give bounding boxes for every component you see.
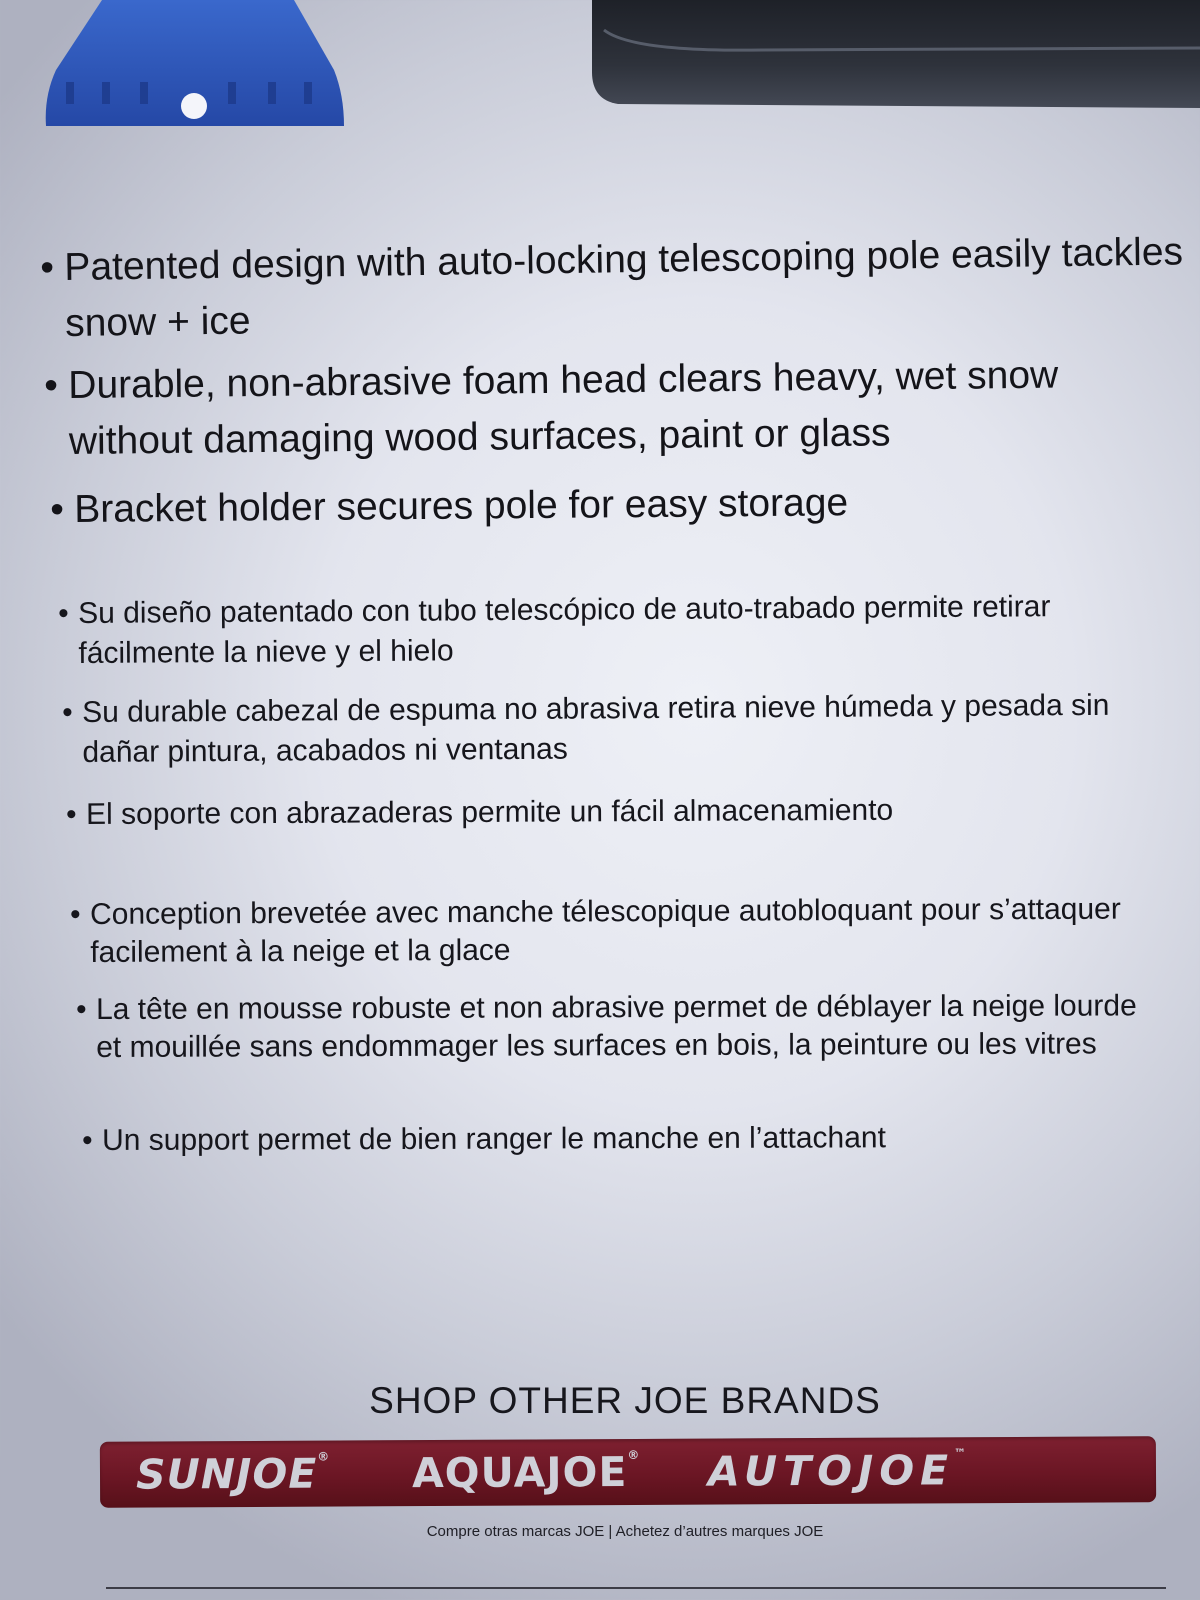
autojoe-trademark: ™: [953, 1446, 967, 1461]
shop-brands-subtitle: Compre otras marcas JOE | Achetez d’autres marques JOE: [426, 1523, 824, 1540]
sunjoe-logo: [136, 1450, 330, 1499]
feature-item-en-2: • Durable, non-abrasive foam head clears heavy, wet snow without damaging wood surfaces, paint or glass: [68, 346, 1189, 470]
feature-item-en-3: • Bracket holder secures pole for easy storage: [74, 472, 1174, 538]
autojoe-logo: [708, 1446, 966, 1495]
feature-item-es-1: • Su diseño patentado con tubo telescópico de auto-trabado permite retirar fácilmente la nieve y el hielo: [78, 586, 1159, 674]
bottom-divider: [106, 1587, 1166, 1589]
shop-brands-heading: SHOP OTHER JOE BRANDS: [369, 1380, 881, 1421]
sunjoe-logo-text: SUNJOE: [135, 1449, 318, 1499]
feature-item-fr-2: • La tête en mousse robuste et non abrasive permet de déblayer la neige lourde et mouillée sans endommager les surfaces en bois, la peinture ou les vitres: [96, 987, 1156, 1067]
feature-item-fr-3: • Un support permet de bien ranger le manche en l’attachant: [102, 1118, 1142, 1160]
brand-logo-band: [100, 1436, 1156, 1508]
autojoe-logo-text: AUTOJOE: [707, 1446, 955, 1496]
feature-item-fr-1: • Conception brevetée avec manche télescopique autobloquant pour s’attaquer facilement à la neige et la glace: [90, 891, 1130, 972]
aquajoe-logo-text: AQUAJOE: [411, 1448, 628, 1498]
sunjoe-registered-mark: ®: [317, 1449, 330, 1464]
feature-item-en-1: • Patented design with auto-locking telescoping pole easily tackles snow + ice: [64, 224, 1200, 352]
aquajoe-logo: [412, 1448, 640, 1497]
feature-item-es-3: • El soporte con abrazaderas permite un fácil almacenamiento: [86, 789, 1146, 835]
feature-item-es-2: • Su durable cabezal de espuma no abrasiva retira nieve húmeda y pesada sin dañar pintura, acabados ni ventanas: [82, 686, 1153, 773]
aquajoe-registered-mark: ®: [627, 1447, 640, 1463]
